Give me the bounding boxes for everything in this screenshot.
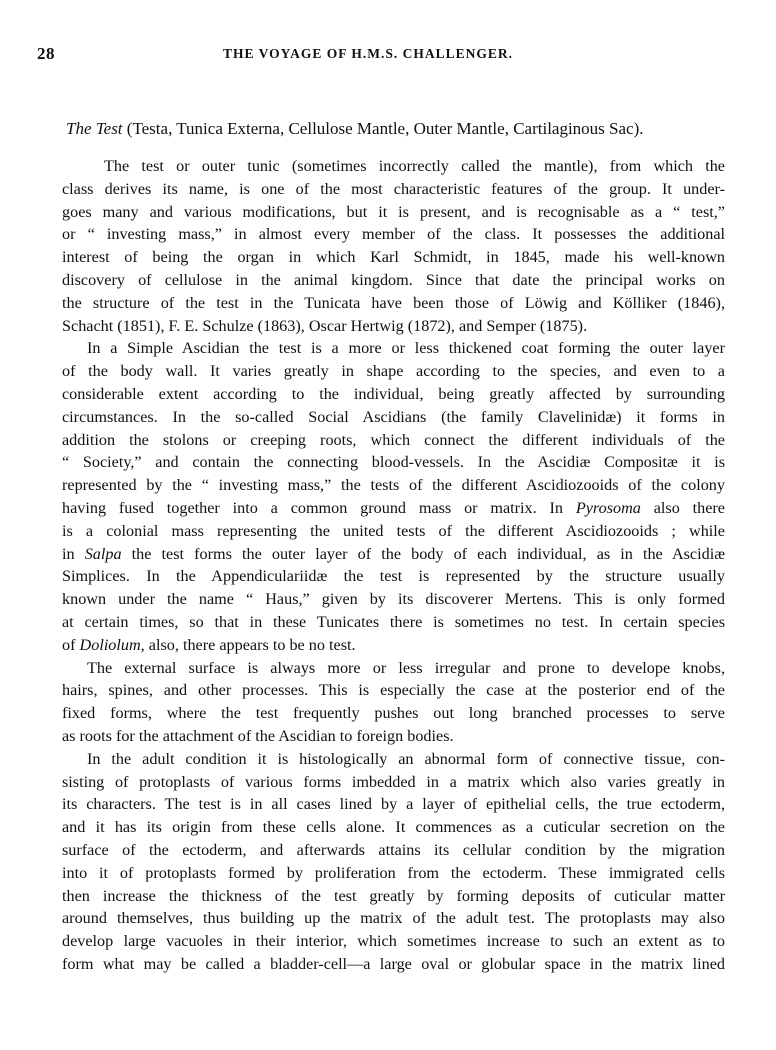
page-number: 28 [37,44,55,63]
text-line: as roots for the attachment of the Ascidian to foreign bodies. [62,726,454,745]
genus-name: Doliolum, [79,635,145,654]
text-line: its characters. The test is in all cases lined by a layer of epithelial cells, the true ectoderm, [62,795,725,814]
text-line: The external surface is always more or less irregular and prone to develope knobs, [87,658,725,677]
text-line: interest of being the organ in which Karl Schmidt, in 1845, made his well-known [62,248,725,267]
paragraph-1 [37,155,725,337]
text-segment: of [62,635,80,654]
text-segment: in [62,544,85,563]
text-line: around themselves, thus building up the matrix of the adult test. The protoplasts may also [62,909,725,928]
paragraph-2 [37,337,725,656]
text-line: In the adult condition it is histologically an abnormal form of connective tissue, con- [87,749,725,768]
text-line: at certain times, so that in these Tunicates there is sometimes no test. In certain species [62,612,725,631]
genus-name: Salpa [84,544,122,563]
paragraph-4 [37,748,725,976]
genus-name: Pyrosoma [575,498,641,517]
text-line: addition the stolons or creeping roots, which connect the different individuals of the [62,430,725,449]
text-line [37,543,725,566]
text-segment: also there [640,498,725,517]
text-segment: having fused together into a common ground mass or matrix. In [62,498,576,517]
text-line: surface of the ectoderm, and afterwards attains its cellular condition by the migration [62,840,725,859]
paragraph-3 [37,657,725,748]
text-line: form what may be called a bladder-cell—a large oval or globular space in the matrix lined [62,954,725,973]
text-line: The test or outer tunic (sometimes incorrectly called the mantle), from which the [104,157,725,175]
text-line: sisting of protoplasts of various forms imbedded in a matrix which also varies greatly in [62,772,725,791]
running-head [37,44,737,68]
section-heading-italic: The Test [66,119,123,138]
text-line [37,634,725,657]
text-line: and it has its origin from these cells alone. It commences as a cuticular secretion on the [62,818,725,837]
text-line: is a colonial mass representing the united tests of the different Ascidiozooids ; while [62,521,725,540]
text-line: “ Society,” and contain the connecting blood-vessels. In the Ascidiæ Compositæ it is [62,453,725,472]
text-line: Schacht (1851), F. E. Schulze (1863), Oscar Hertwig (1872), and Semper (1875). [62,316,588,335]
section-heading-rest: (Testa, Tunica Externa, Cellulose Mantle, Outer Mantle, Cartilaginous Sac). [122,119,644,138]
text-line: circumstances. In the so-called Social Ascidians (the family Clavelinidæ) it forms in [62,407,725,426]
text-line: represented by the “ investing mass,” the tests of the different Ascidiozooids of the colony [62,476,725,495]
text-line: into it of protoplasts formed by proliferation from the ectoderm. These immigrated cells [62,863,725,882]
text-line: known under the name “ Haus,” given by its discoverer Mertens. This is only formed [62,590,725,609]
text-line: In a Simple Ascidian the test is a more or less thickened coat forming the outer layer [87,339,725,358]
text-line: or “ investing mass,” in almost every member of the class. It possesses the additional [62,225,725,244]
text-line: develop large vacuoles in their interior, which sometimes increase to such an extent as to [62,932,725,951]
text-line [37,497,725,520]
text-line: class derives its name, is one of the most characteristic features of the group. It under- [62,179,725,198]
text-line: discovery of cellulose in the animal kingdom. Since that date the principal works on [62,270,725,289]
text-line: Simplices. In the Appendiculariidæ the test is represented by the structure usually [62,567,725,586]
text-line: of the body wall. It varies greatly in shape according to the species, and even to a [62,362,725,381]
text-line: goes many and various modifications, but it is present, and is recognisable as a “ test,” [62,202,725,221]
text-line: considerable extent according to the individual, being greatly affected by surrounding [62,384,725,403]
text-segment: the test forms the outer layer of the body of each individual, as in the Ascidiæ [121,544,726,563]
section-heading [66,117,746,141]
text-line: the structure of the test in the Tunicata have been those of Löwig and Kölliker (1846), [62,293,725,312]
body-text [37,155,725,976]
running-title: THE VOYAGE OF H.M.S. CHALLENGER. [223,46,514,61]
text-line: hairs, spines, and other processes. This is especially the case at the posterior end of the [62,681,725,700]
text-segment: also, there appears to be no test. [144,635,356,654]
text-line: fixed forms, where the test frequently pushes out long branched processes to serve [62,704,725,723]
text-line: then increase the thickness of the test greatly by forming deposits of cuticular matter [62,886,725,905]
